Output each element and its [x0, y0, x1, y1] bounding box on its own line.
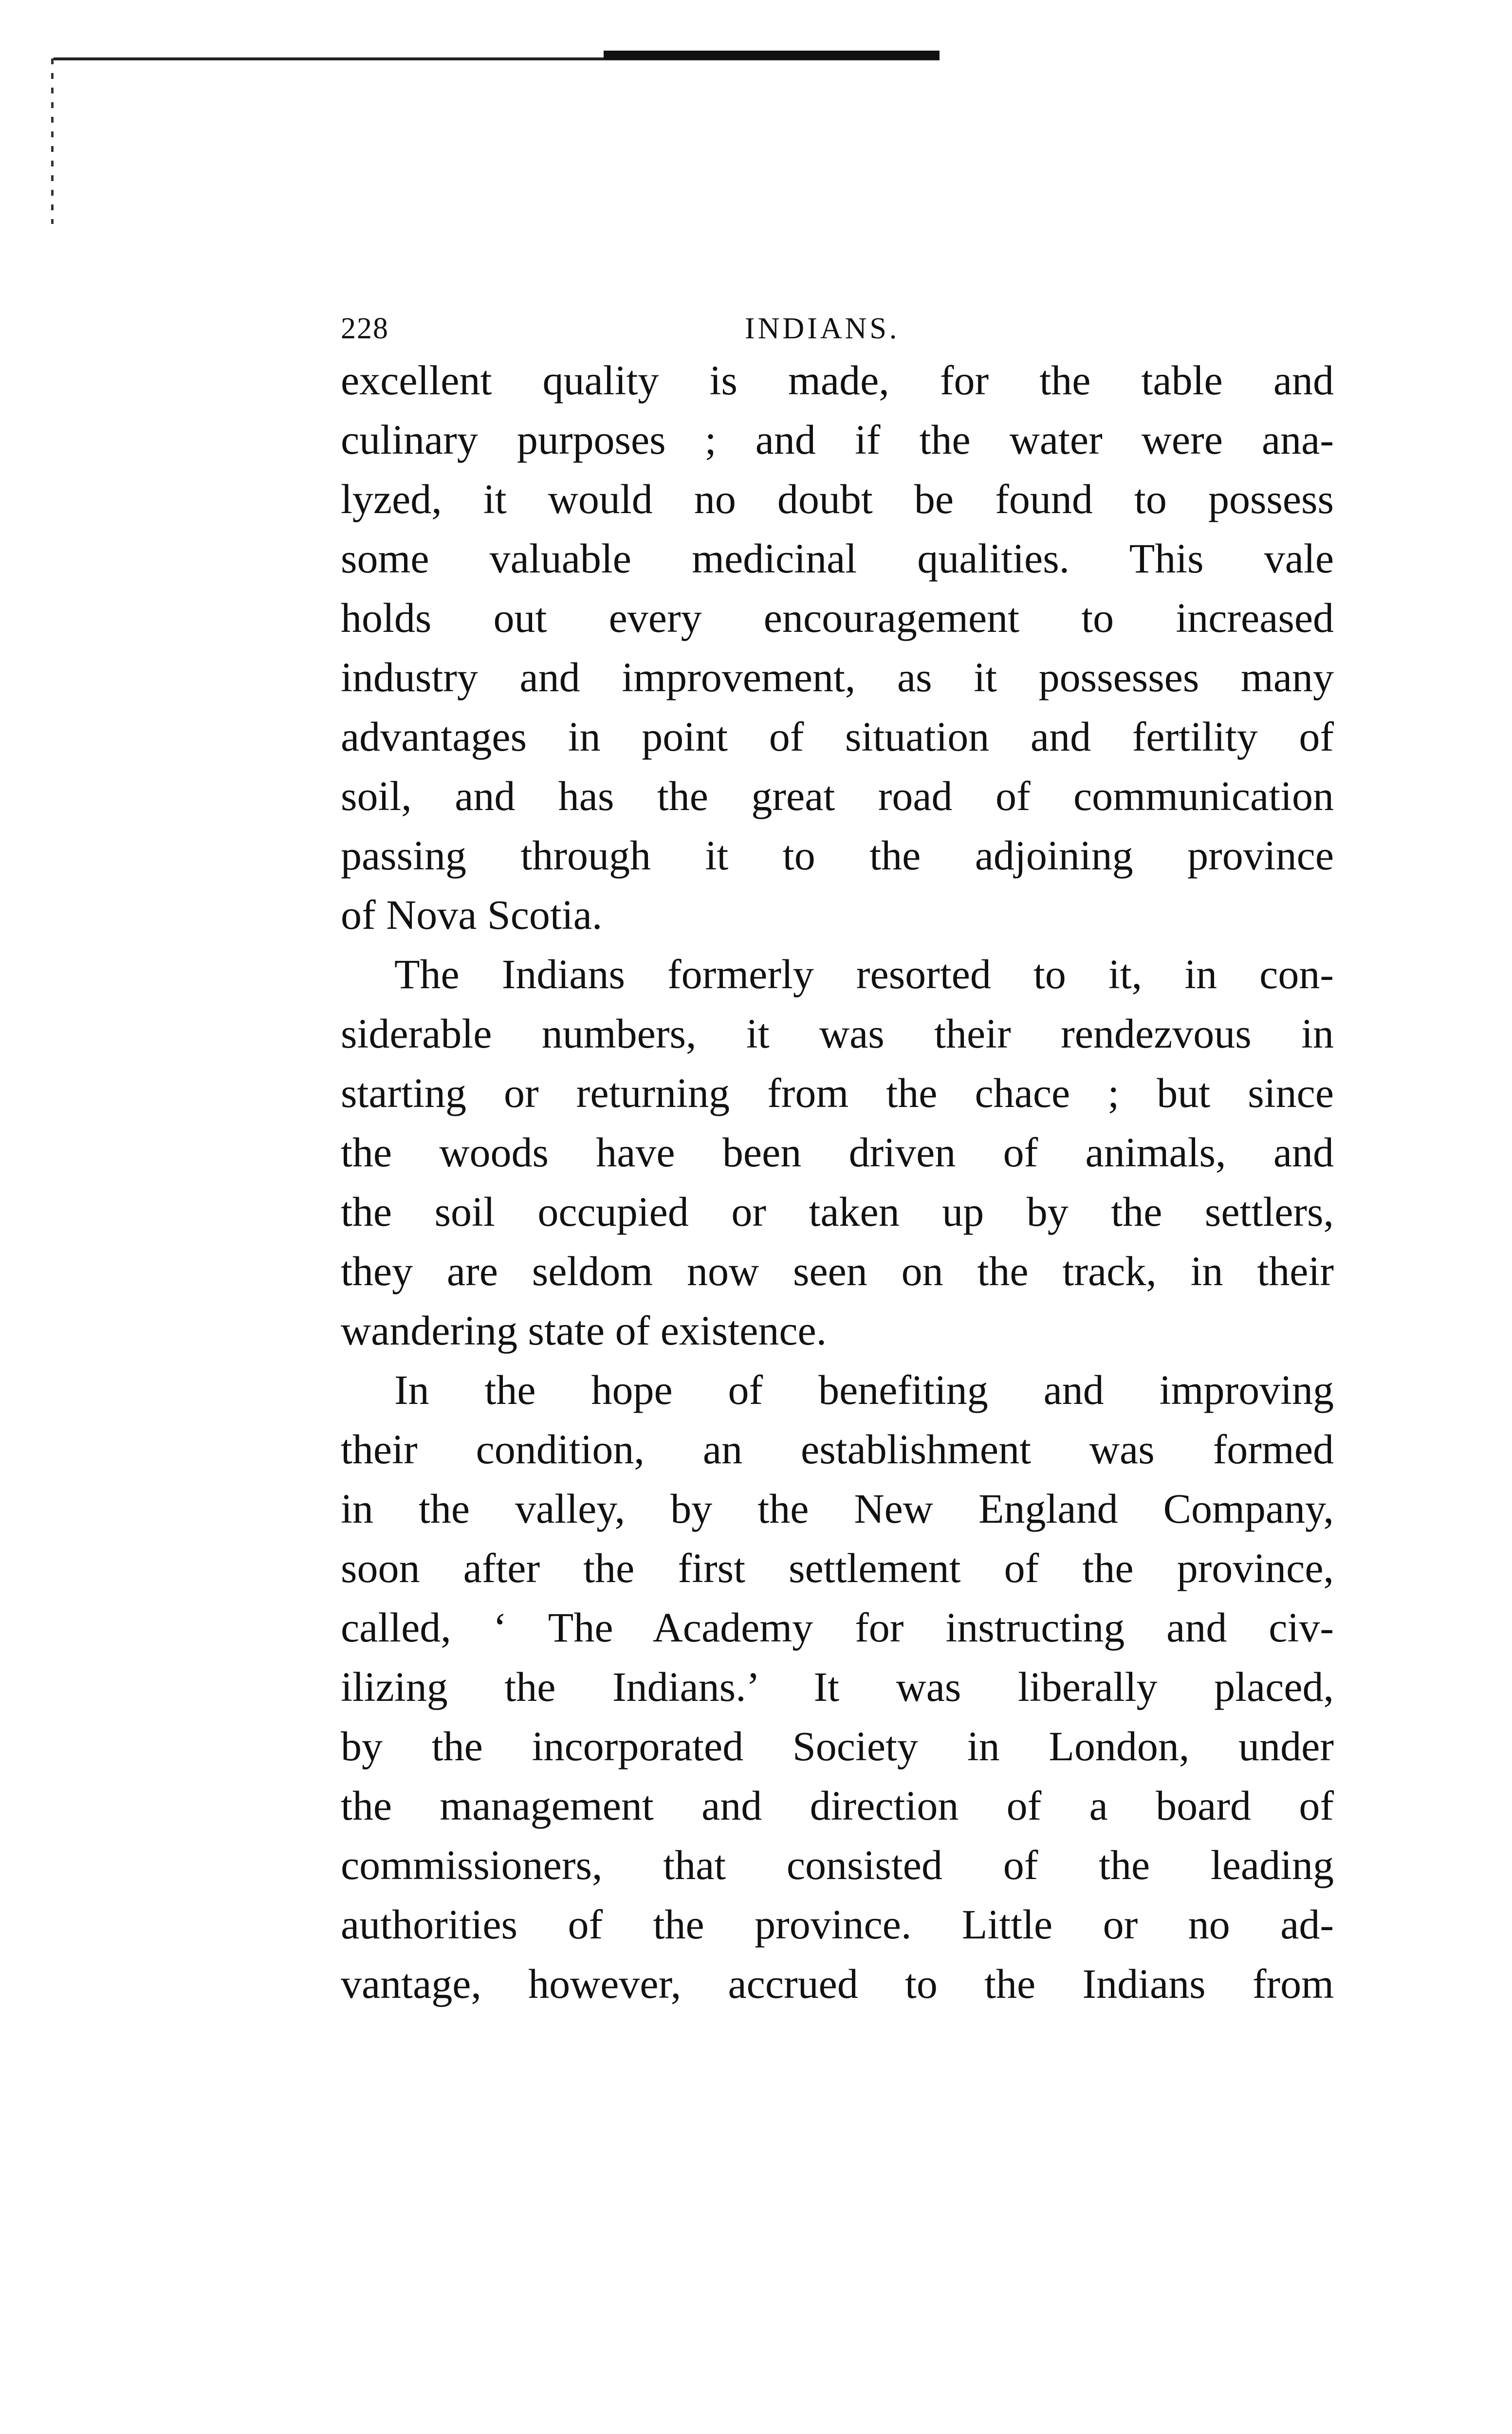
text-line: authorities of the province. Little or no ad- [341, 1901, 1334, 1948]
text-line: ilizing the Indians.’ It was liberally placed, [341, 1663, 1334, 1710]
top-rule-thick [604, 51, 940, 59]
text-line: wandering state of existence. [341, 1307, 827, 1354]
text-line: soil, and has the great road of communication [341, 773, 1334, 819]
text-column [341, 297, 1334, 2013]
running-title: INDIANS. [745, 312, 900, 345]
text-line: The Indians formerly resorted to it, in con- [394, 951, 1334, 997]
page-edge-marks [51, 58, 54, 224]
text-line: their condition, an establishment was formed [341, 1426, 1334, 1473]
text-line: passing through it to the adjoining province [341, 832, 1334, 879]
running-head [341, 297, 1334, 350]
text-line: some valuable medicinal qualities. This vale [341, 535, 1334, 582]
text-line: in the valley, by the New England Company, [341, 1485, 1334, 1532]
text-line: called, ‘ The Academy for instructing and civ- [341, 1604, 1334, 1651]
text-line: the management and direction of a board of [341, 1782, 1334, 1829]
text-line: excellent quality is made, for the table and [341, 357, 1334, 404]
text-line: vantage, however, accrued to the Indians from [341, 1960, 1334, 2007]
text-line: of Nova Scotia. [341, 891, 603, 938]
paragraph-2 [341, 944, 1334, 1360]
text-line: the soil occupied or taken up by the settlers, [341, 1188, 1334, 1235]
text-line: by the incorporated Society in London, under [341, 1723, 1334, 1770]
text-line: siderable numbers, it was their rendezvous in [341, 1010, 1334, 1057]
text-line: culinary purposes ; and if the water were ana- [341, 416, 1334, 463]
text-line: commissioners, that consisted of the leading [341, 1842, 1334, 1888]
text-line: soon after the first settlement of the province, [341, 1545, 1334, 1591]
paragraph-3 [341, 1360, 1334, 2013]
text-line: the woods have been driven of animals, and [341, 1129, 1334, 1176]
text-line: holds out every encouragement to increased [341, 594, 1334, 641]
text-line: In the hope of benefiting and improving [394, 1366, 1334, 1413]
text-line: they are seldom now seen on the track, in their [341, 1248, 1334, 1294]
text-line: industry and improvement, as it possesses many [341, 654, 1334, 701]
text-line: lyzed, it would no doubt be found to possess [341, 476, 1334, 522]
text-line: starting or returning from the chace ; but since [341, 1069, 1334, 1116]
paragraph-1 [341, 350, 1334, 944]
text-line: advantages in point of situation and fertility of [341, 713, 1334, 760]
page-number: 228 [341, 312, 389, 345]
